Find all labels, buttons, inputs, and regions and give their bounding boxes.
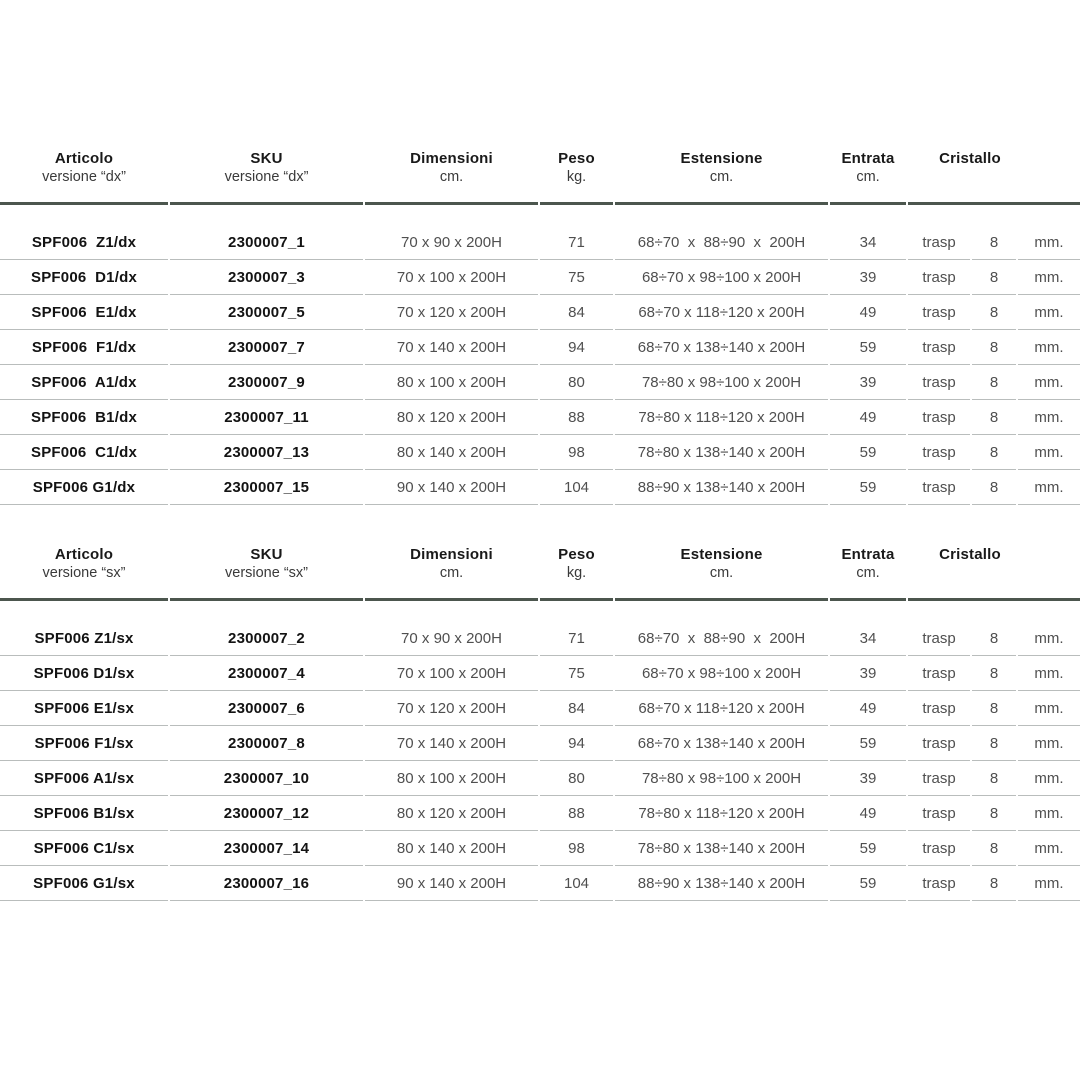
cell-dimensioni: 80 x 140 x 200H (365, 831, 538, 866)
table-row (0, 225, 1080, 260)
cell-peso: 75 (540, 260, 613, 295)
cell-sku: 2300007_16 (170, 866, 363, 901)
cell-articolo: SPF006 A1/dx (0, 365, 168, 400)
cell-cristallo-type: trasp (908, 470, 970, 505)
cell-estensione: 68÷70 x 118÷120 x 200H (615, 295, 828, 330)
column-header-peso (540, 141, 613, 205)
cell-sku: 2300007_3 (170, 260, 363, 295)
column-header-dimensioni (365, 537, 538, 601)
cell-sku: 2300007_8 (170, 726, 363, 761)
cell-articolo: SPF006 A1/sx (0, 761, 168, 796)
cell-entrata: 59 (830, 831, 906, 866)
table-row (0, 726, 1080, 761)
cell-articolo: SPF006 D1/dx (0, 260, 168, 295)
cell-entrata: 49 (830, 691, 906, 726)
column-subtitle: cm. (439, 565, 464, 581)
column-title: Articolo (54, 546, 114, 563)
cell-dimensioni: 80 x 100 x 200H (365, 365, 538, 400)
cell-cristallo-thickness: 8 (972, 400, 1016, 435)
cell-sku: 2300007_15 (170, 470, 363, 505)
cell-articolo: SPF006 B1/sx (0, 796, 168, 831)
cell-peso: 71 (540, 621, 613, 656)
cell-articolo: SPF006 D1/sx (0, 656, 168, 691)
cell-cristallo-type: trasp (908, 796, 970, 831)
cell-cristallo-type: trasp (908, 761, 970, 796)
cell-cristallo-type: trasp (908, 365, 970, 400)
cell-dimensioni: 70 x 140 x 200H (365, 330, 538, 365)
cell-cristallo-type: trasp (908, 621, 970, 656)
table-row (0, 330, 1080, 365)
column-title: Estensione (680, 150, 763, 167)
cell-peso: 88 (540, 796, 613, 831)
column-title: Cristallo (939, 150, 1001, 167)
cell-articolo: SPF006 Z1/sx (0, 621, 168, 656)
cell-cristallo-thickness: 8 (972, 656, 1016, 691)
table-row (0, 691, 1080, 726)
cell-sku: 2300007_11 (170, 400, 363, 435)
cell-sku: 2300007_1 (170, 225, 363, 260)
cell-dimensioni: 70 x 120 x 200H (365, 295, 538, 330)
cell-dimensioni: 70 x 100 x 200H (365, 260, 538, 295)
column-subtitle: versione “sx” (42, 565, 126, 581)
column-subtitle: versione “dx” (224, 169, 309, 185)
cell-estensione: 78÷80 x 98÷100 x 200H (615, 365, 828, 400)
cell-estensione: 68÷70 x 98÷100 x 200H (615, 656, 828, 691)
cell-cristallo-thickness: 8 (972, 330, 1016, 365)
cell-sku: 2300007_4 (170, 656, 363, 691)
table-header-dx (0, 141, 1080, 205)
cell-cristallo-unit: mm. (1018, 831, 1080, 866)
cell-sku: 2300007_7 (170, 330, 363, 365)
cell-cristallo-thickness: 8 (972, 470, 1016, 505)
cell-sku: 2300007_14 (170, 831, 363, 866)
cell-estensione: 78÷80 x 98÷100 x 200H (615, 761, 828, 796)
cell-cristallo-type: trasp (908, 400, 970, 435)
column-title: Dimensioni (410, 546, 493, 563)
column-subtitle: kg. (566, 169, 587, 185)
cell-sku: 2300007_6 (170, 691, 363, 726)
column-header-dimensioni (365, 141, 538, 205)
cell-entrata: 39 (830, 365, 906, 400)
table-header-sx (0, 537, 1080, 601)
cell-entrata: 34 (830, 225, 906, 260)
cell-cristallo-type: trasp (908, 225, 970, 260)
cell-peso: 104 (540, 866, 613, 901)
table-row (0, 866, 1080, 901)
cell-estensione: 68÷70 x 98÷100 x 200H (615, 260, 828, 295)
cell-peso: 88 (540, 400, 613, 435)
cell-articolo: SPF006 E1/dx (0, 295, 168, 330)
column-header-articolo (0, 141, 168, 205)
cell-estensione: 88÷90 x 138÷140 x 200H (615, 470, 828, 505)
cell-entrata: 39 (830, 656, 906, 691)
cell-cristallo-unit: mm. (1018, 726, 1080, 761)
column-header-sku (170, 537, 363, 601)
spec-table-sx (0, 537, 1080, 901)
column-title: Estensione (680, 546, 763, 563)
cell-articolo: SPF006 B1/dx (0, 400, 168, 435)
cell-entrata: 49 (830, 796, 906, 831)
cell-estensione: 78÷80 x 138÷140 x 200H (615, 435, 828, 470)
table-body (0, 601, 1080, 901)
cell-cristallo-thickness: 8 (972, 796, 1016, 831)
cell-dimensioni: 70 x 120 x 200H (365, 691, 538, 726)
cell-cristallo-type: trasp (908, 330, 970, 365)
cell-cristallo-thickness: 8 (972, 726, 1016, 761)
cell-dimensioni: 70 x 90 x 200H (365, 621, 538, 656)
cell-cristallo-thickness: 8 (972, 831, 1016, 866)
cell-entrata: 59 (830, 866, 906, 901)
table-row (0, 470, 1080, 505)
spec-table-dx (0, 141, 1080, 505)
column-header-entrata (830, 537, 906, 601)
column-title: Entrata (841, 546, 895, 563)
table-row (0, 295, 1080, 330)
cell-estensione: 68÷70 x 138÷140 x 200H (615, 330, 828, 365)
column-subtitle: cm. (709, 565, 734, 581)
cell-cristallo-thickness: 8 (972, 761, 1016, 796)
cell-dimensioni: 80 x 140 x 200H (365, 435, 538, 470)
cell-cristallo-type: trasp (908, 656, 970, 691)
table-row (0, 621, 1080, 656)
cell-sku: 2300007_2 (170, 621, 363, 656)
table-body (0, 205, 1080, 505)
cell-cristallo-unit: mm. (1018, 225, 1080, 260)
cell-cristallo-thickness: 8 (972, 621, 1016, 656)
cell-cristallo-unit: mm. (1018, 796, 1080, 831)
cell-peso: 104 (540, 470, 613, 505)
cell-dimensioni: 70 x 100 x 200H (365, 656, 538, 691)
table-row (0, 260, 1080, 295)
cell-articolo: SPF006 G1/sx (0, 866, 168, 901)
cell-articolo: SPF006 F1/sx (0, 726, 168, 761)
cell-cristallo-unit: mm. (1018, 295, 1080, 330)
cell-articolo: SPF006 F1/dx (0, 330, 168, 365)
column-subtitle: kg. (566, 565, 587, 581)
cell-estensione: 68÷70 x 138÷140 x 200H (615, 726, 828, 761)
cell-cristallo-type: trasp (908, 866, 970, 901)
column-header-entrata (830, 141, 906, 205)
table-row (0, 435, 1080, 470)
table-row (0, 761, 1080, 796)
cell-entrata: 59 (830, 726, 906, 761)
table-row (0, 656, 1080, 691)
cell-dimensioni: 70 x 90 x 200H (365, 225, 538, 260)
spec-sheet-page (0, 141, 1080, 1080)
cell-cristallo-thickness: 8 (972, 435, 1016, 470)
cell-entrata: 59 (830, 435, 906, 470)
column-subtitle: cm. (709, 169, 734, 185)
column-title: Articolo (54, 150, 114, 167)
cell-peso: 80 (540, 365, 613, 400)
cell-sku: 2300007_10 (170, 761, 363, 796)
cell-peso: 80 (540, 761, 613, 796)
cell-entrata: 49 (830, 400, 906, 435)
column-subtitle: versione “dx” (42, 169, 126, 185)
cell-estensione: 68÷70 x 88÷90 x 200H (615, 225, 828, 260)
cell-cristallo-unit: mm. (1018, 365, 1080, 400)
cell-cristallo-unit: mm. (1018, 400, 1080, 435)
column-subtitle: cm. (439, 169, 464, 185)
column-title: SKU (250, 150, 283, 167)
cell-cristallo-thickness: 8 (972, 866, 1016, 901)
cell-dimensioni: 70 x 140 x 200H (365, 726, 538, 761)
table-row (0, 365, 1080, 400)
table-row (0, 796, 1080, 831)
column-header-estensione (615, 537, 828, 601)
cell-cristallo-thickness: 8 (972, 225, 1016, 260)
cell-sku: 2300007_12 (170, 796, 363, 831)
cell-sku: 2300007_5 (170, 295, 363, 330)
cell-peso: 98 (540, 831, 613, 866)
cell-cristallo-unit: mm. (1018, 621, 1080, 656)
cell-estensione: 88÷90 x 138÷140 x 200H (615, 866, 828, 901)
cell-cristallo-type: trasp (908, 831, 970, 866)
cell-entrata: 59 (830, 330, 906, 365)
cell-dimensioni: 80 x 120 x 200H (365, 796, 538, 831)
cell-articolo: SPF006 Z1/dx (0, 225, 168, 260)
column-title: Entrata (841, 150, 895, 167)
column-title: Cristallo (939, 546, 1001, 563)
cell-estensione: 68÷70 x 88÷90 x 200H (615, 621, 828, 656)
cell-dimensioni: 80 x 120 x 200H (365, 400, 538, 435)
cell-cristallo-unit: mm. (1018, 866, 1080, 901)
cell-cristallo-type: trasp (908, 295, 970, 330)
column-header-estensione (615, 141, 828, 205)
cell-cristallo-unit: mm. (1018, 260, 1080, 295)
cell-cristallo-unit: mm. (1018, 691, 1080, 726)
cell-cristallo-unit: mm. (1018, 470, 1080, 505)
cell-peso: 71 (540, 225, 613, 260)
cell-entrata: 34 (830, 621, 906, 656)
cell-peso: 75 (540, 656, 613, 691)
cell-cristallo-type: trasp (908, 435, 970, 470)
cell-articolo: SPF006 E1/sx (0, 691, 168, 726)
column-subtitle: cm. (856, 565, 880, 581)
cell-dimensioni: 90 x 140 x 200H (365, 470, 538, 505)
column-header-articolo (0, 537, 168, 601)
cell-cristallo-type: trasp (908, 726, 970, 761)
column-title: Peso (558, 150, 595, 167)
cell-entrata: 59 (830, 470, 906, 505)
cell-cristallo-thickness: 8 (972, 365, 1016, 400)
cell-entrata: 39 (830, 761, 906, 796)
cell-dimensioni: 80 x 100 x 200H (365, 761, 538, 796)
cell-peso: 84 (540, 691, 613, 726)
cell-cristallo-unit: mm. (1018, 656, 1080, 691)
table-row (0, 831, 1080, 866)
cell-cristallo-thickness: 8 (972, 295, 1016, 330)
cell-estensione: 78÷80 x 118÷120 x 200H (615, 796, 828, 831)
cell-sku: 2300007_13 (170, 435, 363, 470)
column-header-cristallo (908, 141, 1080, 205)
cell-entrata: 49 (830, 295, 906, 330)
cell-estensione: 78÷80 x 118÷120 x 200H (615, 400, 828, 435)
cell-articolo: SPF006 C1/dx (0, 435, 168, 470)
column-header-peso (540, 537, 613, 601)
cell-sku: 2300007_9 (170, 365, 363, 400)
column-title: Peso (558, 546, 595, 563)
cell-cristallo-thickness: 8 (972, 260, 1016, 295)
cell-estensione: 68÷70 x 118÷120 x 200H (615, 691, 828, 726)
cell-articolo: SPF006 G1/dx (0, 470, 168, 505)
column-header-sku (170, 141, 363, 205)
cell-cristallo-unit: mm. (1018, 435, 1080, 470)
cell-entrata: 39 (830, 260, 906, 295)
cell-cristallo-type: trasp (908, 691, 970, 726)
cell-cristallo-unit: mm. (1018, 761, 1080, 796)
column-title: Dimensioni (410, 150, 493, 167)
cell-peso: 98 (540, 435, 613, 470)
cell-dimensioni: 90 x 140 x 200H (365, 866, 538, 901)
cell-cristallo-unit: mm. (1018, 330, 1080, 365)
column-header-cristallo (908, 537, 1080, 601)
cell-cristallo-thickness: 8 (972, 691, 1016, 726)
cell-estensione: 78÷80 x 138÷140 x 200H (615, 831, 828, 866)
column-title: SKU (250, 546, 283, 563)
cell-peso: 94 (540, 726, 613, 761)
cell-articolo: SPF006 C1/sx (0, 831, 168, 866)
column-subtitle: cm. (856, 169, 880, 185)
cell-cristallo-type: trasp (908, 260, 970, 295)
column-subtitle: versione “sx” (225, 565, 308, 581)
cell-peso: 94 (540, 330, 613, 365)
cell-peso: 84 (540, 295, 613, 330)
table-row (0, 400, 1080, 435)
